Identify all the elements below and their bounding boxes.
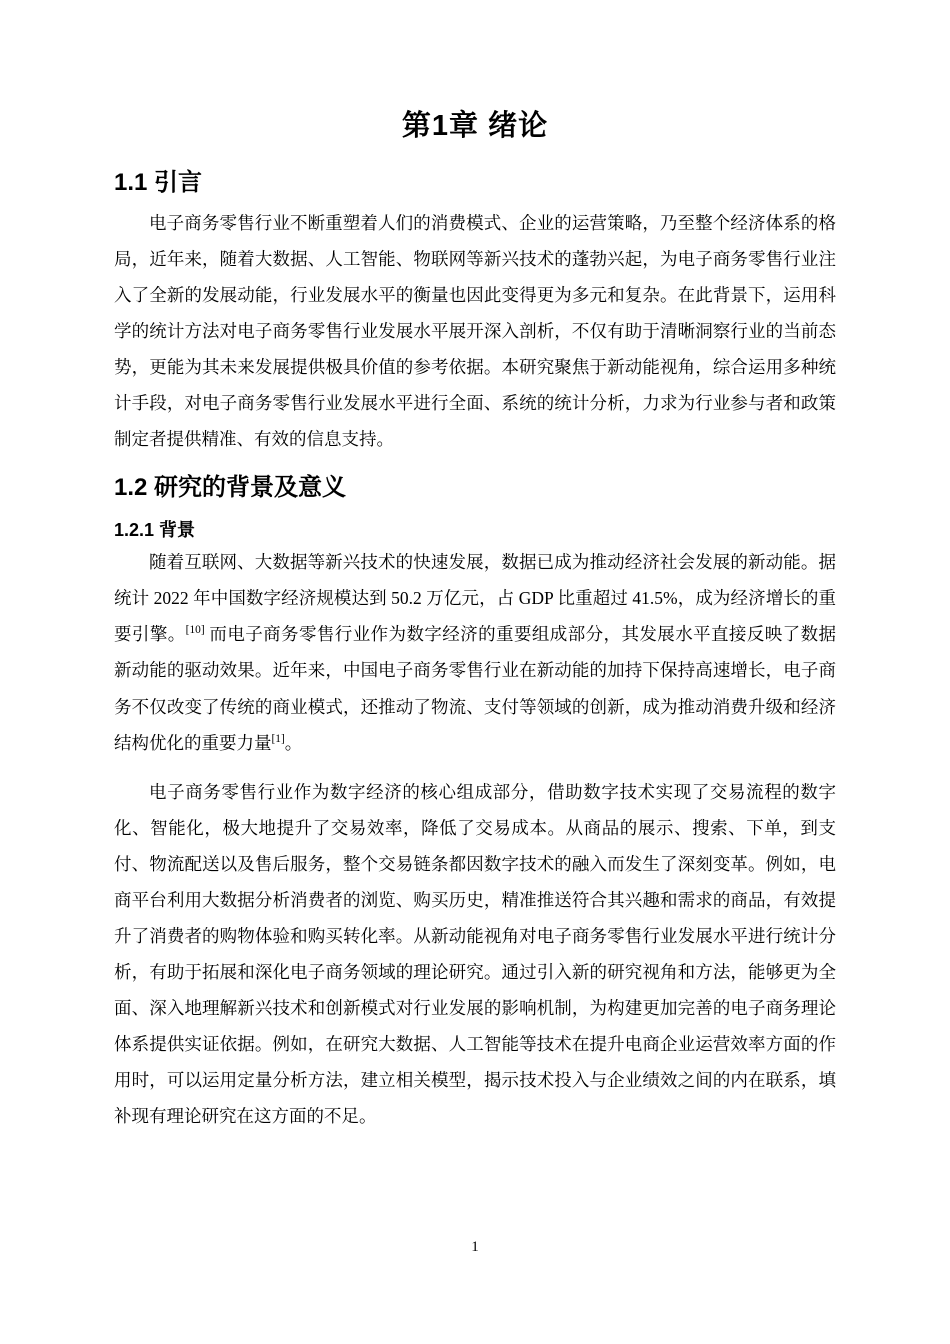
page-number: 1 [471, 1239, 479, 1255]
background-paragraph-1-text-1: 随着互联网、大数据等新兴技术的快速发展，数据已成为推动经济社会发展的新动能。据统计 2022 年中国数字经济规模达到 50.2 万亿元，占 GDP 比重超过 41.5%，成为经济增长的重要引擎。 [114, 552, 836, 645]
citation-ref-1: [1] [271, 732, 285, 745]
section-1-1-paragraph [114, 205, 836, 457]
background-paragraph-1 [114, 544, 836, 760]
background-paragraph-1-text-2: 而电子商务零售行业作为数字经济的重要组成部分，其发展水平直接反映了数据新动能的驱动效果。近年来，中国电子商务零售行业在新动能的加持下保持高速增长，电子商务不仅改变了传统的商业模式，还推动了物流、支付等领域的创新，成为推动消费升级和经济结构优化的重要力量 [114, 624, 837, 753]
background-paragraph-1-text-3: 。 [284, 732, 303, 753]
section-1-2-heading: 1.2 研究的背景及意义 [114, 474, 347, 502]
background-paragraph-2 [114, 774, 836, 1134]
section-1-1-heading: 1.1 引言 [114, 169, 203, 196]
background-paragraph-2-text: 电子商务零售行业作为数字经济的核心组成部分，借助数字技术实现了交易流程的数字化、智能化，极大地提升了交易效率，降低了交易成本。从商品的展示、搜索、下单，到支付、物流配送以及售后服务，整个交易链条都因数字技术的融入而发生了深刻变革。例如，电商平台利用大数据分析消费者的浏览、购买历史，精准推送符合其兴趣和需求的商品，有效提升了消费者的购物体验和购买转化率。从新动能视角对电子商务零售行业发展水平进行统计分析，有助于拓展和深化电子商务领域的理论研究。通过引入新的研究视角和方法，能够更为全面、深入地理解新兴技术和创新模式对行业发展的影响机制，为构建更加完善的电子商务理论体系提供实证依据。例如，在研究大数据、人工智能等技术在提升电商企业运营效率方面的作用时，可以运用定量分析方法，建立相关模型，揭示技术投入与企业绩效之间的内在联系，填补现有理论研究在这方面的不足。 [114, 781, 836, 1127]
section-1-1-paragraph-text: 电子商务零售行业不断重塑着人们的消费模式、企业的运营策略，乃至整个经济体系的格局，近年来，随着大数据、人工智能、物联网等新兴技术的蓬勃兴起，为电子商务零售行业注入了全新的发展动能，行业发展水平的衡量也因此变得更为多元和复杂。在此背景下，运用科学的统计方法对电子商务零售行业发展水平展开深入剖析，不仅有助于清晰洞察行业的当前态势，更能为其未来发展提供极具价值的参考依据。本研究聚焦于新动能视角，综合运用多种统计手段，对电子商务零售行业发展水平进行全面、系统的统计分析，力求为行业参与者和政策制定者提供精准、有效的信息支持。 [114, 213, 836, 450]
citation-ref-10: [10] [185, 624, 205, 637]
subsection-1-2-1-heading: 1.2.1 背景 [114, 520, 196, 541]
chapter-title: 第1章 绪论 [401, 110, 549, 142]
